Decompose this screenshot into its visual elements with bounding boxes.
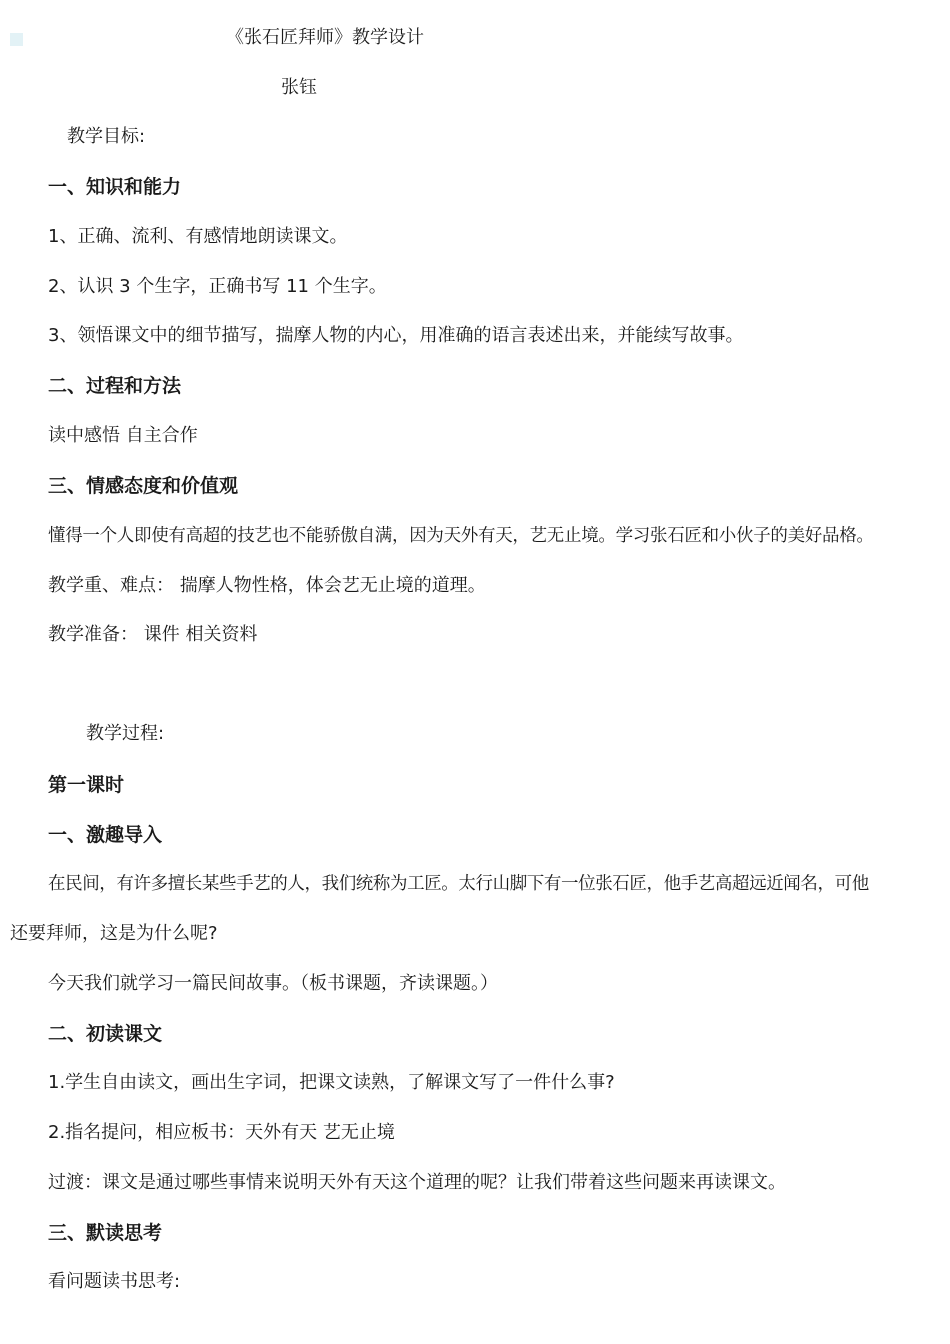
first-reading-item-1: 1.学生自由读文，画出生字词，把课文读熟，了解课文写了一件什么事? (48, 1072, 615, 1093)
section-heading-knowledge: 一、知识和能力 (48, 176, 182, 198)
silent-reading-text: 看问题读书思考: (48, 1271, 181, 1292)
teaching-process-label: 教学过程: (86, 723, 165, 744)
step-heading-first-reading: 二、初读课文 (48, 1023, 163, 1045)
intro-paragraph-line1: 在民间，有许多擅长某些手艺的人，我们统称为工匠。太行山脚下有一位张石匠，他手艺高超远近闻名，可他 (48, 874, 869, 894)
intro-paragraph-2: 今天我们就学习一篇民间故事。（板书课题，齐读课题。） (48, 973, 498, 994)
section-heading-values: 三、情感态度和价值观 (48, 475, 239, 497)
corner-marker (10, 33, 23, 46)
goal-item-1: 1、正确、流利、有感情地朗读课文。 (48, 226, 348, 247)
values-text: 懂得一个人即使有高超的技艺也不能骄傲自满，因为天外有天，艺无止境。学习张石匠和小伙子的美好品格。 (48, 526, 874, 546)
goal-item-3: 3、领悟课文中的细节描写，揣摩人物的内心，用准确的语言表述出来，并能续写故事。 (48, 325, 744, 346)
section-heading-process: 二、过程和方法 (48, 375, 182, 397)
process-method-text: 读中感悟 自主合作 (48, 425, 198, 446)
intro-paragraph-line2: 还要拜师，这是为什么呢? (10, 923, 218, 944)
transition-text: 过渡：课文是通过哪些事情来说明天外有天这个道理的呢？让我们带着这些问题来再读课文。 (48, 1172, 786, 1193)
step-heading-silent-reading: 三、默读思考 (48, 1222, 163, 1244)
key-points-text: 教学重、难点： 揣摩人物性格，体会艺无止境的道理。 (48, 575, 486, 596)
preparation-text: 教学准备： 课件 相关资料 (48, 624, 258, 645)
document-title: 《张石匠拜师》教学设计 (226, 27, 424, 48)
first-reading-item-2: 2.指名提问，相应板书：天外有天 艺无止境 (48, 1122, 395, 1143)
step-heading-intro: 一、激趣导入 (48, 824, 163, 846)
teaching-goals-label: 教学目标: (67, 126, 146, 147)
goal-item-2: 2、认识 3 个生字，正确书写 11 个生字。 (48, 276, 387, 297)
lesson-heading: 第一课时 (48, 774, 125, 796)
author-name: 张钰 (281, 77, 317, 98)
